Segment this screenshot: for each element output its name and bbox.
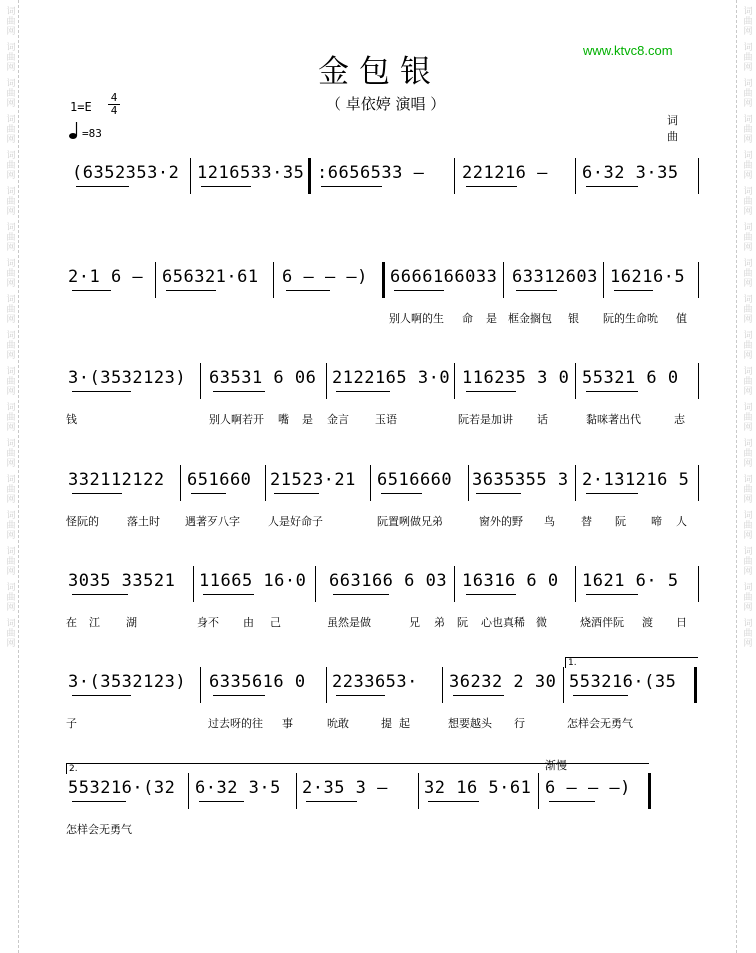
lyric-text: 虽然是做 (327, 616, 371, 629)
lyric-text: 阮若是加讲 (458, 413, 513, 426)
barline (180, 465, 181, 501)
meter-top: 4 (108, 92, 120, 105)
beat-underline (286, 290, 330, 291)
notation-line (0, 465, 756, 505)
lyric-text: 别人啊若开 (209, 413, 264, 426)
measure-notes: :6656533 – (317, 163, 425, 183)
lyric-text: 鸟 (544, 515, 555, 528)
beat-underline (516, 290, 557, 291)
lyric-text: 起 (399, 717, 410, 730)
beat-underline (586, 594, 638, 595)
notation-line (0, 773, 756, 813)
score-row (0, 465, 756, 540)
watermark-text: 词曲网 (741, 78, 752, 108)
beat-underline (274, 493, 319, 494)
notation-line (0, 363, 756, 403)
lyric-text: 嘴 (278, 413, 289, 426)
lyric-text: 银 (568, 312, 579, 325)
beat-underline (573, 695, 628, 696)
barline (442, 667, 443, 703)
notation-line (0, 158, 756, 198)
measure-notes: 11665 16·0 (199, 571, 307, 591)
beat-underline (203, 594, 254, 595)
watermark-text: 词曲网 (4, 474, 15, 504)
barline (698, 465, 699, 501)
watermark-text: 词曲网 (4, 618, 15, 648)
lyric-text: 事 (282, 717, 293, 730)
measure-notes: 32 16 5·61 (424, 778, 532, 798)
notation-line (0, 667, 756, 707)
beat-underline (72, 594, 128, 595)
watermark-text: 词曲网 (741, 618, 752, 648)
watermark-text: 词曲网 (741, 510, 752, 540)
lyric-text: 是 (302, 413, 313, 426)
measure-notes: 116235 3 0 (462, 368, 570, 388)
watermark-text: 词曲网 (741, 438, 752, 468)
beat-underline (614, 290, 653, 291)
lyric-text: 值 (676, 312, 687, 325)
measure-notes: 55321 6 0 (582, 368, 679, 388)
watermark-text: 词曲网 (741, 6, 752, 36)
measure-notes: 651660 (187, 470, 252, 490)
barline (503, 262, 504, 298)
lyric-text: 框金搁包 (508, 312, 552, 325)
measure-notes: 6516660 (377, 470, 453, 490)
lyric-text: 己 (270, 616, 281, 629)
watermark-text: 词曲网 (741, 42, 752, 72)
lyric-text: 别人啊的生 (389, 312, 444, 325)
beat-underline (549, 801, 595, 802)
lyric-text: 心也真稀 (481, 616, 525, 629)
measure-notes: 1216533·35 (197, 163, 305, 183)
lyric-text: 替 (581, 515, 592, 528)
barline (454, 158, 455, 194)
measure-notes: 63312603 (512, 267, 598, 287)
barline (265, 465, 266, 501)
barline (273, 262, 274, 298)
measure-notes: 16316 6 0 (462, 571, 559, 591)
lyric-text: 怎样会无勇气 (66, 823, 132, 836)
score-row (0, 658, 756, 742)
beat-underline (306, 801, 357, 802)
beat-underline (72, 801, 126, 802)
score-row (0, 158, 756, 233)
lyric-text: 提 (381, 717, 392, 730)
watermark-text: 词曲网 (741, 546, 752, 576)
barline (454, 363, 455, 399)
lyric-text: 玉语 (375, 413, 397, 426)
barline (538, 773, 539, 809)
score-row (0, 566, 756, 641)
barline (648, 773, 651, 809)
notation-line (0, 262, 756, 302)
beat-underline (72, 493, 122, 494)
barline (193, 566, 194, 602)
lyric-text: 黏咪著出代 (586, 413, 641, 426)
watermark-text: 词曲网 (741, 186, 752, 216)
lyric-text: 渡 (642, 616, 653, 629)
barline (603, 262, 604, 298)
watermark-text: 词曲网 (741, 258, 752, 288)
lyric-text: 想要越头 (448, 717, 492, 730)
lyric-text: 阮的生命吮 (603, 312, 658, 325)
beat-underline (394, 290, 444, 291)
measure-notes: 332112122 (68, 470, 165, 490)
beat-underline (199, 801, 244, 802)
measure-notes: 3635355 3 (472, 470, 569, 490)
watermark-text: 词曲网 (741, 150, 752, 180)
watermark-text: 词曲网 (741, 294, 752, 324)
barline (575, 566, 576, 602)
lyric-text: 过去呀的往 (208, 717, 263, 730)
barline (575, 465, 576, 501)
measure-notes: 3·(3532123) (68, 368, 187, 388)
lyric-text: 遇著歹八字 (185, 515, 240, 528)
watermark-text: 词曲网 (741, 366, 752, 396)
lyric-text: 志 (674, 413, 685, 426)
barline (698, 158, 699, 194)
beat-underline (381, 493, 422, 494)
barline (575, 158, 576, 194)
measure-notes: 6666166033 (390, 267, 498, 287)
lyric-text: 子 (66, 717, 77, 730)
singer-credit: （ 卓依婷 演唱 ） (326, 95, 446, 113)
beat-underline (336, 391, 390, 392)
barline (315, 566, 316, 602)
watermark-text: 词曲网 (741, 582, 752, 612)
barline (694, 667, 697, 703)
beat-underline (476, 493, 521, 494)
beat-underline (201, 186, 251, 187)
measure-notes: 2·1 6 – (68, 267, 144, 287)
lyric-text: 怪阮的 (66, 515, 99, 528)
beat-underline (72, 290, 111, 291)
watermark-text: 词曲网 (4, 510, 15, 540)
watermark-text: 词曲网 (4, 546, 15, 576)
measure-notes: 2122165 3·0 (332, 368, 451, 388)
lyric-text: 阮 (457, 616, 468, 629)
barline (698, 566, 699, 602)
barline (308, 158, 311, 194)
barline (326, 363, 327, 399)
lyric-text: 人是好命子 (268, 515, 323, 528)
measure-notes: 3·(3532123) (68, 672, 187, 692)
watermark-text: 词曲网 (741, 222, 752, 252)
measure-notes: 553216·(32 (68, 778, 176, 798)
measure-notes: 6·32 3·5 (195, 778, 281, 798)
lyric-text: 微 (536, 616, 547, 629)
lyric-text: 啼 (651, 515, 662, 528)
watermark-text: 词曲网 (741, 114, 752, 144)
barline (190, 158, 191, 194)
lyric-text: 人 (676, 515, 687, 528)
measure-notes: (6352353·2 (72, 163, 180, 183)
tempo-value: =83 (82, 127, 102, 140)
beat-underline (336, 695, 385, 696)
barline (188, 773, 189, 809)
measure-notes: 6 – – –) (545, 778, 631, 798)
measure-notes: 221216 – (462, 163, 548, 183)
lyricist-label: 词 (667, 114, 678, 127)
barline (563, 667, 564, 703)
lyric-text: 由 (243, 616, 254, 629)
watermark-text: 词曲网 (4, 294, 15, 324)
watermark-text: 词曲网 (741, 402, 752, 432)
lyric-text: 命 (462, 312, 473, 325)
measure-notes: 1621 6· 5 (582, 571, 679, 591)
lyric-text: 落土时 (127, 515, 160, 528)
beat-underline (466, 186, 517, 187)
key-signature: 1=E (70, 100, 92, 114)
volta-bracket: 1. (565, 657, 698, 668)
lyric-text: 兄 (409, 616, 420, 629)
lyric-text: 日 (676, 616, 687, 629)
score-row (0, 363, 756, 438)
barline (468, 465, 469, 501)
watermark-text: 词曲网 (4, 438, 15, 468)
lyric-text: 吮敢 (327, 717, 349, 730)
barline (418, 773, 419, 809)
watermark-text: 词曲网 (4, 186, 15, 216)
lyric-text: 阮置咧做兄弟 (377, 515, 443, 528)
watermark-text: 词曲网 (4, 42, 15, 72)
barline (575, 363, 576, 399)
beat-underline (428, 801, 479, 802)
watermark-text: 词曲网 (4, 150, 15, 180)
barline (698, 262, 699, 298)
lyric-text: 湖 (126, 616, 137, 629)
lyric-text: 烧酒伴阮 (580, 616, 624, 629)
composer-label: 曲 (667, 130, 678, 143)
lyric-text: 钱 (66, 413, 77, 426)
measure-notes: 16216·5 (610, 267, 686, 287)
volta-bracket: 2. (66, 763, 649, 774)
watermark-text: 词曲网 (4, 222, 15, 252)
beat-underline (213, 391, 265, 392)
measure-notes: 3035 33521 (68, 571, 176, 591)
beat-underline (586, 391, 638, 392)
measure-notes: 6 – – –) (282, 267, 368, 287)
beat-underline (466, 594, 516, 595)
beat-underline (72, 695, 131, 696)
lyric-text: 是 (486, 312, 497, 325)
beat-underline (213, 695, 265, 696)
watermark-text: 词曲网 (4, 330, 15, 360)
watermark-text: 词曲网 (4, 114, 15, 144)
lyric-text: 身不 (197, 616, 219, 629)
beat-underline (466, 391, 516, 392)
watermark-text: 词曲网 (4, 258, 15, 288)
watermark-text: 词曲网 (4, 78, 15, 108)
barline (382, 262, 385, 298)
beat-underline (76, 186, 129, 187)
score-row (0, 262, 756, 337)
beat-underline (72, 391, 131, 392)
lyric-text: 话 (537, 413, 548, 426)
measure-notes: 2233653· (332, 672, 418, 692)
meter-bottom: 4 (110, 104, 118, 117)
tempo-annotation: 渐慢 (545, 759, 567, 772)
barline (200, 363, 201, 399)
lyric-text: 在 (66, 616, 77, 629)
beat-underline (586, 493, 638, 494)
watermark-text: 词曲网 (741, 330, 752, 360)
watermark-text: 词曲网 (4, 6, 15, 36)
measure-notes: 663166 6 03 (329, 571, 448, 591)
beat-underline (166, 290, 216, 291)
lyric-text: 窗外的野 (479, 515, 523, 528)
notation-line (0, 566, 756, 606)
measure-notes: 36232 2 30 (449, 672, 557, 692)
barline (326, 667, 327, 703)
lyric-text: 金言 (327, 413, 349, 426)
beat-underline (321, 186, 382, 187)
measure-notes: 553216·(35 (569, 672, 677, 692)
measure-notes: 63531 6 06 (209, 368, 317, 388)
score-row (0, 759, 756, 848)
measure-notes: 656321·61 (162, 267, 259, 287)
watermark-text: 词曲网 (741, 474, 752, 504)
quarter-note-icon (68, 119, 82, 141)
barline (155, 262, 156, 298)
measure-notes: 21523·21 (270, 470, 356, 490)
beat-underline (586, 186, 638, 187)
measure-notes: 6·32 3·35 (582, 163, 679, 183)
barline (698, 363, 699, 399)
lyric-text: 怎样会无勇气 (567, 717, 633, 730)
barline (296, 773, 297, 809)
beat-underline (191, 493, 226, 494)
time-signature (108, 92, 120, 117)
lyric-text: 阮 (615, 515, 626, 528)
watermark-text: 词曲网 (4, 366, 15, 396)
lyric-text: 行 (514, 717, 525, 730)
barline (370, 465, 371, 501)
beat-underline (333, 594, 389, 595)
lyric-text: 弟 (434, 616, 445, 629)
lyric-text: 江 (89, 616, 100, 629)
measure-notes: 6335616 0 (209, 672, 306, 692)
watermark-text: 词曲网 (4, 402, 15, 432)
beat-underline (453, 695, 504, 696)
measure-notes: 2·131216 5 (582, 470, 690, 490)
measure-notes: 2·35 3 – (302, 778, 388, 798)
song-title: 金包银 (318, 54, 441, 90)
watermark-text: 词曲网 (4, 582, 15, 612)
site-url-link[interactable]: www.ktvc8.com (583, 43, 673, 58)
barline (454, 566, 455, 602)
barline (200, 667, 201, 703)
